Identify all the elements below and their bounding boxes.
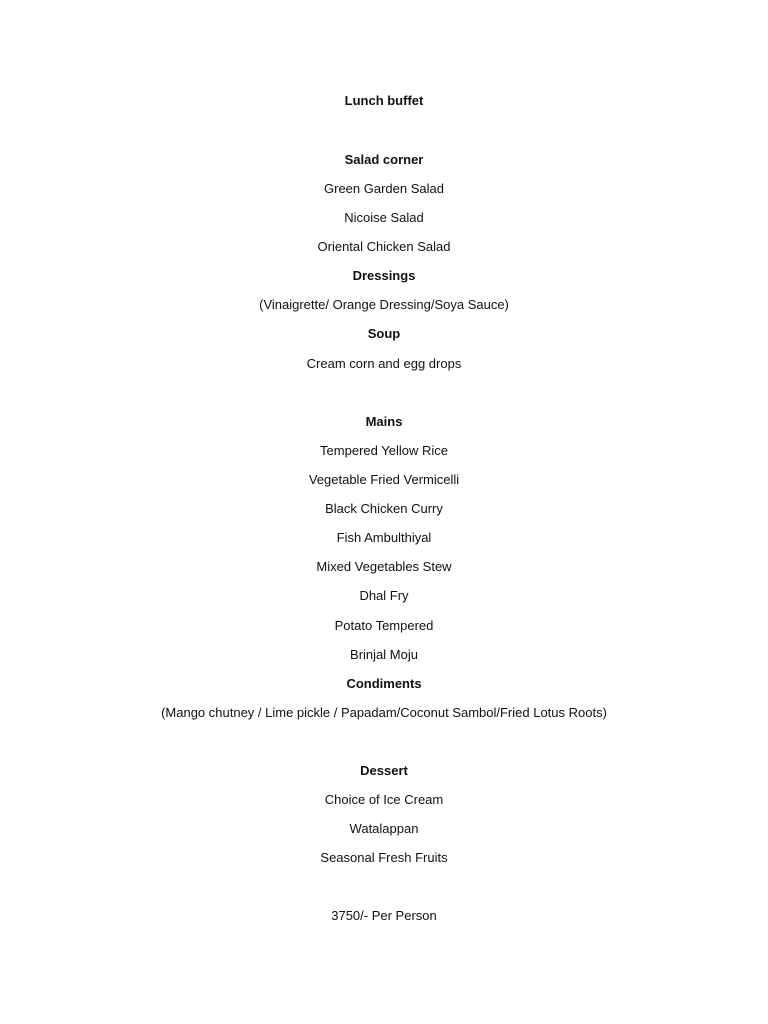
salad-heading: Salad corner — [344, 152, 424, 167]
menu-item: Choice of Ice Cream — [324, 792, 444, 807]
menu-item: Vegetable Fried Vermicelli — [308, 472, 460, 487]
menu-item: Potato Tempered — [334, 618, 434, 633]
menu-item: Brinjal Moju — [350, 647, 418, 662]
menu-item: Mixed Vegetables Stew — [316, 559, 452, 574]
dessert-heading: Dessert — [360, 763, 408, 778]
condiments-heading: Condiments — [346, 676, 422, 691]
menu-item: Fish Ambulthiyal — [336, 530, 432, 545]
menu-item: Seasonal Fresh Fruits — [320, 850, 448, 865]
dressings-list: (Vinaigrette/ Orange Dressing/Soya Sauce) — [259, 297, 509, 312]
price-per-person: 3750/- Per Person — [331, 908, 437, 923]
menu-item: Black Chicken Curry — [325, 501, 443, 516]
menu-item: Oriental Chicken Salad — [317, 239, 451, 254]
menu-item: Nicoise Salad — [344, 210, 424, 225]
condiments-list: (Mango chutney / Lime pickle / Papadam/Coconut Sambol/Fried Lotus Roots) — [161, 705, 607, 720]
menu-item: Tempered Yellow Rice — [320, 443, 448, 458]
menu-title: Lunch buffet — [344, 93, 424, 108]
menu-item: Green Garden Salad — [324, 181, 444, 196]
soup-heading: Soup — [367, 326, 401, 341]
dressings-heading: Dressings — [352, 268, 416, 283]
mains-heading: Mains — [365, 414, 403, 429]
menu-item: Watalappan — [349, 821, 419, 836]
menu-item: Dhal Fry — [359, 588, 409, 603]
menu-item: Cream corn and egg drops — [306, 356, 462, 371]
